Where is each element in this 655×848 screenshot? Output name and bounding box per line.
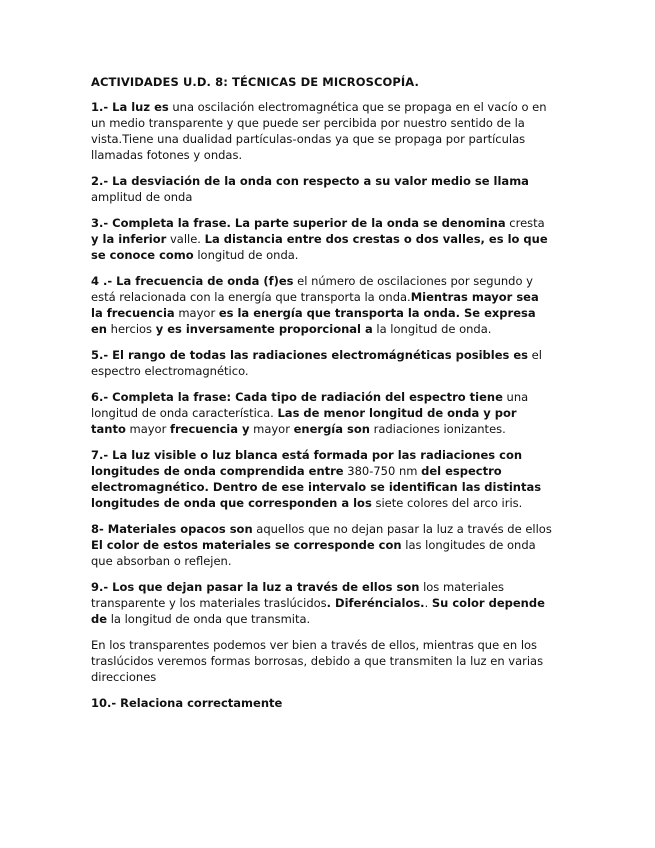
text-line bbox=[91, 463, 571, 479]
bold-text-run: 6.- Completa la frase: Cada tipo de radiación del espectro tiene bbox=[91, 390, 503, 404]
text-line bbox=[91, 305, 571, 321]
bold-text-run: El color de estos materiales se corresponde con bbox=[91, 538, 402, 552]
bold-text-run: 5.- El rango de todas las radiaciones electromágnéticas posibles es bbox=[91, 348, 529, 362]
bold-text-run: 4 .- La frecuencia de onda (f)es bbox=[91, 274, 294, 288]
text-line bbox=[91, 479, 571, 495]
paragraph bbox=[91, 695, 571, 711]
paragraph bbox=[91, 347, 571, 379]
paragraph bbox=[91, 521, 571, 569]
text-run: cresta bbox=[505, 216, 545, 230]
text-line bbox=[91, 289, 571, 305]
paragraph bbox=[91, 173, 571, 205]
text-run: En los transparentes podemos ver bien a través de ellos, mientras que en los bbox=[91, 638, 538, 652]
text-line bbox=[91, 405, 571, 421]
text-run: transparente y los materiales traslúcidos bbox=[91, 596, 327, 610]
bold-text-run: 1.- La luz es bbox=[91, 100, 169, 114]
document-content bbox=[91, 74, 571, 721]
text-line bbox=[91, 115, 571, 131]
text-run: llamadas fotones y ondas. bbox=[91, 148, 243, 162]
text-line bbox=[91, 669, 571, 685]
text-run: que absorban o reflejen. bbox=[91, 554, 232, 568]
text-line bbox=[91, 695, 571, 711]
text-run: longitud de onda. bbox=[193, 248, 299, 262]
text-line bbox=[91, 537, 571, 553]
paragraph bbox=[91, 637, 571, 685]
text-line bbox=[91, 595, 571, 611]
text-line bbox=[91, 389, 571, 405]
text-run: la longitud de onda. bbox=[372, 322, 492, 336]
paragraph bbox=[91, 447, 571, 511]
text-line bbox=[91, 173, 571, 189]
paragraph bbox=[91, 273, 571, 337]
bold-text-run: de bbox=[91, 612, 108, 626]
text-line bbox=[91, 189, 571, 205]
text-run: traslúcidos veremos formas borrosas, debido a que transmiten la luz en varias bbox=[91, 654, 544, 668]
text-run: radiaciones ionizantes. bbox=[369, 422, 506, 436]
text-run: está relacionada con la energía que transporta la onda. bbox=[91, 290, 411, 304]
paragraph-list bbox=[91, 99, 571, 711]
text-run: . bbox=[424, 596, 432, 610]
text-run: valle. bbox=[166, 232, 205, 246]
text-run: los materiales bbox=[419, 580, 505, 594]
text-line bbox=[91, 147, 571, 163]
bold-text-run: energía son bbox=[293, 422, 370, 436]
text-run: vista.Tiene una dualidad partículas-ondas ya que se propaga por partículas bbox=[91, 132, 526, 146]
text-line bbox=[91, 321, 571, 337]
bold-text-run: 8- Materiales opacos son bbox=[91, 522, 253, 536]
text-run: espectro electromagnético. bbox=[91, 364, 249, 378]
bold-text-run: y la inferior bbox=[91, 232, 167, 246]
text-run: una oscilación electromagnética que se propaga en el vacío o en bbox=[168, 100, 547, 114]
text-run: las longitudes de onda bbox=[401, 538, 536, 552]
bold-text-run: La distancia entre dos crestas o dos valles, es lo que bbox=[204, 232, 548, 246]
text-run: la longitud de onda que transmita. bbox=[107, 612, 311, 626]
bold-text-run: del espectro bbox=[421, 464, 502, 478]
bold-text-run: 3.- Completa la frase. La parte superior de la onda se denomina bbox=[91, 216, 506, 230]
bold-text-run: . Diferéncialos. bbox=[326, 596, 425, 610]
text-run: el bbox=[528, 348, 542, 362]
text-line bbox=[91, 611, 571, 627]
text-run: direcciones bbox=[91, 670, 157, 684]
bold-text-run: 9.- Los que dejan pasar la luz a través de ellos son bbox=[91, 580, 420, 594]
text-line bbox=[91, 99, 571, 115]
text-run: un medio transparente y que puede ser percibida por nuestro sentido de la bbox=[91, 116, 525, 130]
bold-text-run: electromagnético. Dentro de ese intervalo se identifican las distintas bbox=[91, 480, 542, 494]
text-line bbox=[91, 521, 571, 537]
bold-text-run: en bbox=[91, 322, 107, 336]
paragraph bbox=[91, 389, 571, 437]
text-line bbox=[91, 363, 571, 379]
text-line bbox=[91, 247, 571, 263]
bold-text-run: Mientras mayor sea bbox=[410, 290, 539, 304]
paragraph bbox=[91, 99, 571, 163]
bold-text-run: 7.- La luz visible o luz blanca está formada por las radiaciones con bbox=[91, 448, 523, 462]
text-line bbox=[91, 273, 571, 289]
bold-text-run: se conoce como bbox=[91, 248, 194, 262]
text-run: mayor bbox=[249, 422, 294, 436]
text-line bbox=[91, 653, 571, 669]
text-run: mayor bbox=[125, 422, 170, 436]
bold-text-run: y es inversamente proporcional a bbox=[155, 322, 373, 336]
bold-text-run: Su color depende bbox=[431, 596, 545, 610]
text-run: aquellos que no dejan pasar la luz a través de ellos bbox=[252, 522, 552, 536]
text-line bbox=[91, 231, 571, 247]
bold-text-run: la frecuencia bbox=[91, 306, 175, 320]
text-line bbox=[91, 637, 571, 653]
text-line bbox=[91, 421, 571, 437]
text-line bbox=[91, 579, 571, 595]
text-line bbox=[91, 447, 571, 463]
text-line bbox=[91, 495, 571, 511]
text-line bbox=[91, 553, 571, 569]
paragraph bbox=[91, 579, 571, 627]
paragraph bbox=[91, 215, 571, 263]
bold-text-run: tanto bbox=[91, 422, 126, 436]
text-line bbox=[91, 347, 571, 363]
bold-text-run: Las de menor longitud de onda y por bbox=[277, 406, 517, 420]
text-run: siete colores del arco iris. bbox=[371, 496, 523, 510]
text-run: el número de oscilaciones por segundo y bbox=[293, 274, 533, 288]
text-run: una bbox=[502, 390, 529, 404]
text-run: hercios bbox=[107, 322, 156, 336]
text-run: longitud de onda característica. bbox=[91, 406, 278, 420]
bold-text-run: longitudes de onda comprendida entre bbox=[91, 464, 344, 478]
text-run: mayor bbox=[174, 306, 219, 320]
bold-text-run: 2.- La desviación de la onda con respecto a su valor medio se llama bbox=[91, 174, 529, 188]
bold-text-run: longitudes de onda que corresponden a los bbox=[91, 496, 372, 510]
text-line bbox=[91, 215, 571, 231]
text-run: 380-750 nm bbox=[343, 464, 422, 478]
page-title: ACTIVIDADES U.D. 8: TÉCNICAS DE MICROSCOPÍA. bbox=[91, 75, 419, 89]
bold-text-run: es la energía que transporta la onda. Se expresa bbox=[218, 306, 536, 320]
text-line bbox=[91, 131, 571, 147]
text-run: amplitud de onda bbox=[91, 190, 193, 204]
bold-text-run: 10.- Relaciona correctamente bbox=[91, 696, 283, 710]
bold-text-run: frecuencia y bbox=[169, 422, 250, 436]
